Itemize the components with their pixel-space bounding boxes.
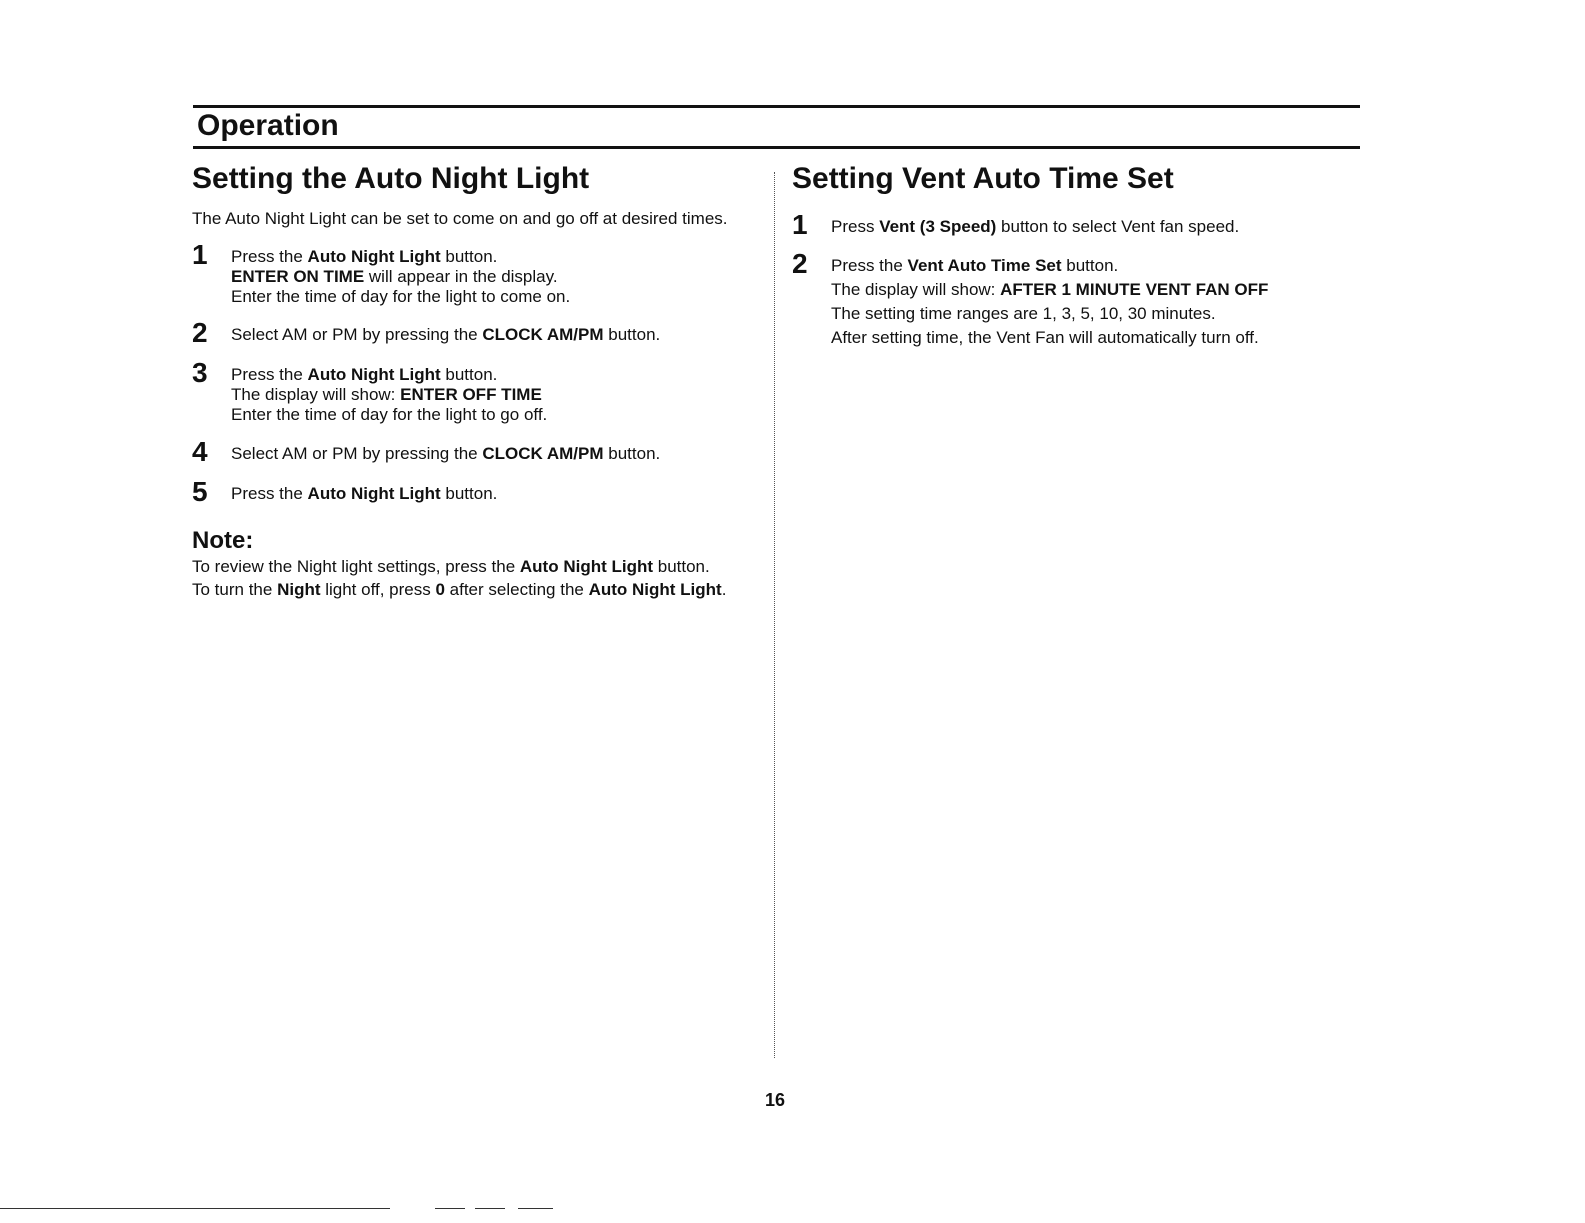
step-text: Press Vent (3 Speed) button to select Vent fan speed. [831,217,1240,236]
step-text: Press the Auto Night Light button. [231,484,498,503]
left-heading: Setting the Auto Night Light [192,162,590,195]
step-line: The display will show: ENTER OFF TIME [231,385,542,404]
step-line: ENTER ON TIME will appear in the display. [231,267,558,286]
step-line: Enter the time of day for the light to come on. [231,287,571,306]
left-intro: The Auto Night Light can be set to come on and go off at desired times. [192,209,728,228]
column-divider [774,172,775,1058]
step-number: 4 [192,436,208,467]
step-line: The setting time ranges are 1, 3, 5, 10, 30 minutes. [831,304,1216,323]
step-text: Select AM or PM by pressing the CLOCK AM/PM button. [231,444,661,463]
step-line: Press the Auto Night Light button. [231,365,498,384]
step-text [231,247,570,307]
right-heading: Setting Vent Auto Time Set [792,162,1174,195]
step-number: 2 [792,248,808,279]
scan-artifact [0,1208,390,1209]
page-number: 16 [764,1090,786,1110]
note-title: Note: [192,527,254,554]
step-text: Select AM or PM by pressing the CLOCK AM/PM button. [231,325,661,344]
scan-artifact [518,1208,553,1209]
step-line: After setting time, the Vent Fan will automatically turn off. [831,328,1259,347]
header-rule-bottom [193,146,1360,149]
step-line: Press the Auto Night Light button. [231,247,498,266]
step-text [231,365,547,425]
scan-artifact [475,1208,505,1209]
note-line: To turn the Night light off, press 0 after selecting the Auto Night Light. [192,580,727,599]
scan-artifact [435,1208,465,1209]
note-line: To review the Night light settings, press the Auto Night Light button. [192,557,710,576]
step-number: 3 [192,357,208,388]
step-text [831,254,1268,350]
step-line: The display will show: AFTER 1 MINUTE VENT FAN OFF [831,280,1269,299]
step-line: Press the Vent Auto Time Set button. [831,256,1119,275]
header-rule-top [193,105,1360,108]
step-number: 1 [192,239,208,270]
step-line: Enter the time of day for the light to go off. [231,405,548,424]
section-title: Operation [197,109,339,142]
note-text [192,555,726,601]
step-number: 2 [192,317,208,348]
step-number: 5 [192,476,208,507]
step-number: 1 [792,209,808,240]
